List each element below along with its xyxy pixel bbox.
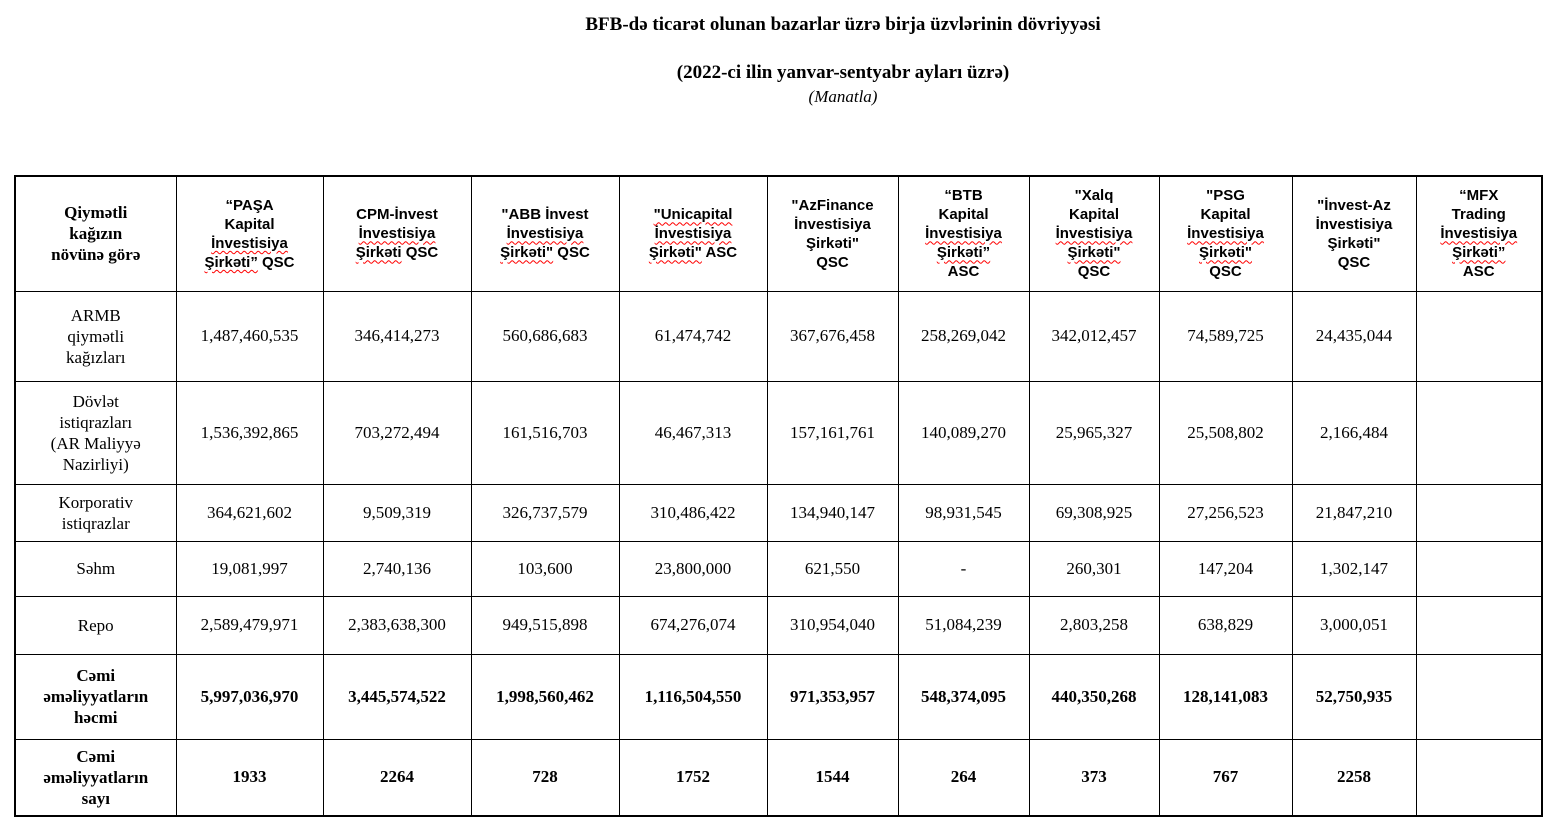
table-cell: 25,965,327 <box>1029 381 1159 484</box>
table-cell: 367,676,458 <box>767 291 898 381</box>
table-cell: 2,740,136 <box>323 541 471 596</box>
table-cell: 161,516,703 <box>471 381 619 484</box>
table-cell: 98,931,545 <box>898 484 1029 541</box>
column-header-1: “PAŞA Kapital İnvestisiya Şirkəti” QSC <box>176 176 323 291</box>
page-title: BFB-də ticarət olunan bazarlar üzrə birja üzvlərinin dövriyyəsi <box>585 14 1101 35</box>
column-header-6: “BTB Kapital İnvestisiya Şirkəti” ASC <box>898 176 1029 291</box>
table-cell: 1,116,504,550 <box>619 654 767 739</box>
table-head <box>15 176 1542 291</box>
table-cell: 342,012,457 <box>1029 291 1159 381</box>
table-cell: 1,487,460,535 <box>176 291 323 381</box>
table-cell: 46,467,313 <box>619 381 767 484</box>
table-cell: 27,256,523 <box>1159 484 1292 541</box>
title-block <box>0 14 1556 107</box>
table-cell: 310,954,040 <box>767 596 898 654</box>
table-cell: 24,435,044 <box>1292 291 1416 381</box>
table-cell: 440,350,268 <box>1029 654 1159 739</box>
table-cell: 703,272,494 <box>323 381 471 484</box>
table-cell: 373 <box>1029 739 1159 816</box>
table-cell: 147,204 <box>1159 541 1292 596</box>
table-row <box>15 596 1542 654</box>
table-cell: 1544 <box>767 739 898 816</box>
column-header-5: "AzFinance İnvestisiya Şirkəti" QSC <box>767 176 898 291</box>
table-cell: 61,474,742 <box>619 291 767 381</box>
column-header-10: “MFX Trading İnvestisiya Şirkəti” ASC <box>1416 176 1542 291</box>
row-label: Dövlət istiqrazları (AR Maliyyə Nazirliyi) <box>15 381 176 484</box>
row-label: Cəmi əməliyyatların həcmi <box>15 654 176 739</box>
table-cell: 560,686,683 <box>471 291 619 381</box>
table-cell: 2264 <box>323 739 471 816</box>
table-cell: 310,486,422 <box>619 484 767 541</box>
table-cell: 728 <box>471 739 619 816</box>
table-cell: 2258 <box>1292 739 1416 816</box>
table-cell: 346,414,273 <box>323 291 471 381</box>
table-cell <box>1416 291 1542 381</box>
table-row <box>15 484 1542 541</box>
table-cell: 364,621,602 <box>176 484 323 541</box>
row-label: Səhm <box>15 541 176 596</box>
table-cell: 949,515,898 <box>471 596 619 654</box>
table-cell: 1933 <box>176 739 323 816</box>
table-cell <box>1416 596 1542 654</box>
securities-table <box>14 175 1543 817</box>
table-cell: 264 <box>898 739 1029 816</box>
table-cell: 134,940,147 <box>767 484 898 541</box>
column-header-8: "PSG Kapital İnvestisiya Şirkəti" QSC <box>1159 176 1292 291</box>
table-cell: 9,509,319 <box>323 484 471 541</box>
table-cell: 638,829 <box>1159 596 1292 654</box>
table-cell: 19,081,997 <box>176 541 323 596</box>
table-cell: 1752 <box>619 739 767 816</box>
row-label: Korporativ istiqrazlar <box>15 484 176 541</box>
table-cell: 674,276,074 <box>619 596 767 654</box>
table-cell <box>1416 381 1542 484</box>
table-cell: 1,302,147 <box>1292 541 1416 596</box>
table-row <box>15 381 1542 484</box>
table-row <box>15 654 1542 739</box>
column-header-4: "Unicapital İnvestisiya Şirkəti" ASC <box>619 176 767 291</box>
table-row <box>15 291 1542 381</box>
table-cell: 258,269,042 <box>898 291 1029 381</box>
table-row <box>15 541 1542 596</box>
table-cell: 971,353,957 <box>767 654 898 739</box>
table-cell: 260,301 <box>1029 541 1159 596</box>
table-cell: 21,847,210 <box>1292 484 1416 541</box>
column-header-7: "Xalq Kapital İnvestisiya Şirkəti" QSC <box>1029 176 1159 291</box>
table-cell: 51,084,239 <box>898 596 1029 654</box>
table-cell <box>1416 739 1542 816</box>
table-cell: 74,589,725 <box>1159 291 1292 381</box>
table-cell: 1,536,392,865 <box>176 381 323 484</box>
table-row <box>15 739 1542 816</box>
unit-note: (Manatla) <box>808 87 878 106</box>
table-cell: 69,308,925 <box>1029 484 1159 541</box>
table-body <box>15 291 1542 816</box>
column-header-3: "ABB İnvest İnvestisiya Şirkəti" QSC <box>471 176 619 291</box>
table-cell <box>1416 541 1542 596</box>
row-label: Cəmi əməliyyatların sayı <box>15 739 176 816</box>
row-label: ARMB qiymətli kağızları <box>15 291 176 381</box>
table-cell: 157,161,761 <box>767 381 898 484</box>
table-cell: 140,089,270 <box>898 381 1029 484</box>
table-cell: 128,141,083 <box>1159 654 1292 739</box>
row-label: Repo <box>15 596 176 654</box>
table-cell <box>1416 654 1542 739</box>
table-cell: 2,383,638,300 <box>323 596 471 654</box>
table-cell: 767 <box>1159 739 1292 816</box>
table-cell: 3,000,051 <box>1292 596 1416 654</box>
table-cell: 2,589,479,971 <box>176 596 323 654</box>
table-cell: 3,445,574,522 <box>323 654 471 739</box>
table-cell: - <box>898 541 1029 596</box>
table-cell: 1,998,560,462 <box>471 654 619 739</box>
table-cell: 25,508,802 <box>1159 381 1292 484</box>
table-cell: 5,997,036,970 <box>176 654 323 739</box>
table-cell <box>1416 484 1542 541</box>
table-cell: 52,750,935 <box>1292 654 1416 739</box>
row-header-title: Qiymətli kağızın növünə görə <box>15 176 176 291</box>
table-cell: 23,800,000 <box>619 541 767 596</box>
table-cell: 103,600 <box>471 541 619 596</box>
table-cell: 621,550 <box>767 541 898 596</box>
table-cell: 326,737,579 <box>471 484 619 541</box>
column-header-9: "İnvest-Az İnvestisiya Şirkəti" QSC <box>1292 176 1416 291</box>
column-header-2: CPM-İnvest İnvestisiya Şirkəti QSC <box>323 176 471 291</box>
page-subtitle: (2022-ci ilin yanvar-sentyabr ayları üzrə) <box>676 62 1010 83</box>
table-cell: 2,166,484 <box>1292 381 1416 484</box>
table-cell: 548,374,095 <box>898 654 1029 739</box>
table-cell: 2,803,258 <box>1029 596 1159 654</box>
